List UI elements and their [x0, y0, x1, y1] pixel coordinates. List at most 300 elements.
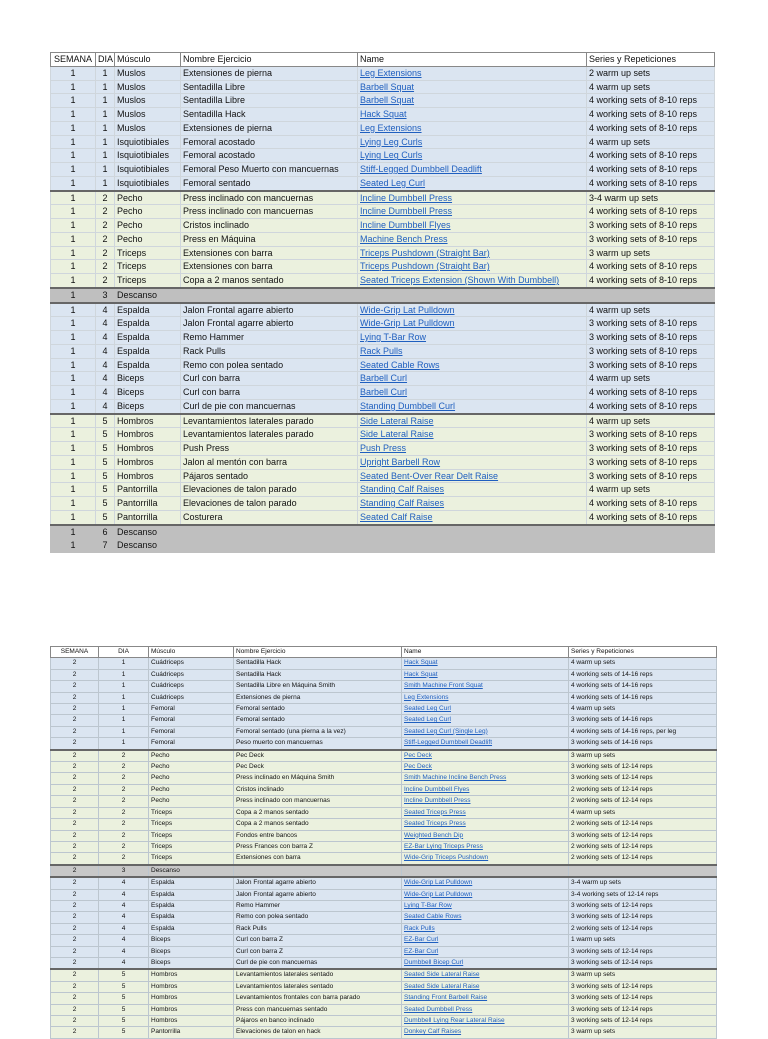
musculo-cell: Femoral	[149, 738, 234, 750]
table-row	[51, 1027, 717, 1038]
dia-cell: 1	[96, 135, 115, 149]
dia-cell: 4	[99, 957, 149, 969]
exercise-name-link[interactable]: Seated Leg Curl	[404, 705, 451, 713]
exercise-name-link[interactable]: Barbell Squat	[360, 81, 415, 92]
musculo-cell: Espalda	[115, 331, 181, 345]
series-cell: 4 working sets of 8-10 reps	[587, 94, 715, 108]
dia-cell: 1	[99, 715, 149, 726]
name-cell	[358, 205, 587, 219]
series-cell: 2 working sets of 12-14 reps	[569, 784, 717, 795]
name-cell	[402, 981, 569, 992]
header-semana: SEMANA	[51, 647, 99, 658]
series-cell: 4 working sets of 8-10 reps	[587, 399, 715, 413]
dia-cell: 5	[99, 969, 149, 981]
name-cell	[402, 935, 569, 946]
header-name: Name	[358, 53, 587, 67]
musculo-cell: Pecho	[149, 796, 234, 807]
dia-cell: 1	[99, 692, 149, 703]
exercise-name-link[interactable]: Triceps Pushdown (Straight Bar)	[360, 261, 490, 272]
table-row	[51, 525, 715, 539]
musculo-cell: Pantorrilla	[115, 483, 181, 497]
semana-cell: 1	[51, 386, 96, 400]
exercise-name-link[interactable]: Pec Deck	[404, 763, 432, 771]
nombre-ejercicio-cell: Femoral sentado (una pierna a la vez)	[234, 726, 402, 737]
exercise-name-link[interactable]: Hack Squat	[360, 109, 407, 119]
nombre-ejercicio-cell: Extensiones con barra	[181, 246, 358, 260]
table-row	[51, 738, 717, 750]
semana-cell: 1	[51, 525, 96, 539]
exercise-name-link[interactable]: Seated Side Lateral Raise	[404, 971, 480, 979]
exercise-name-link[interactable]: EZ-Bar Curl	[404, 936, 439, 944]
exercise-name-link[interactable]: Incline Dumbbell Press	[404, 797, 471, 805]
exercise-name-link[interactable]: Incline Dumbbell Press	[360, 206, 453, 217]
semana-cell: 2	[51, 853, 99, 865]
exercise-name-link[interactable]: Wide-Grip Triceps Pushdown	[404, 854, 489, 862]
series-cell: 3 working sets of 8-10 reps	[587, 344, 715, 358]
week-1-workout-table	[50, 52, 715, 553]
exercise-name-link[interactable]: Seated Dumbbell Press	[404, 1005, 473, 1013]
exercise-name-link[interactable]: Smith Machine Front Squat	[404, 682, 483, 690]
series-cell: 4 working sets of 14-16 reps	[569, 669, 717, 680]
semana-cell: 1	[51, 455, 96, 469]
exercise-name-link[interactable]: Seated Side Lateral Raise	[404, 982, 480, 990]
name-cell	[402, 923, 569, 934]
semana-cell: 1	[51, 191, 96, 205]
nombre-ejercicio-cell: Levantamientos frontales con barra parado	[234, 993, 402, 1004]
exercise-name-link[interactable]: Wide-Grip Lat Pulldown	[360, 304, 455, 315]
musculo-cell: Hombros	[115, 455, 181, 469]
exercise-name-link[interactable]: Smith Machine Incline Bench Press	[404, 774, 507, 782]
musculo-cell: Muslos	[115, 66, 181, 80]
series-cell: 4 warm up sets	[569, 807, 717, 818]
series-cell: 4 working sets of 8-10 reps	[587, 121, 715, 135]
semana-cell: 2	[51, 762, 99, 773]
semana-cell: 1	[51, 372, 96, 386]
name-cell	[358, 372, 587, 386]
exercise-name-link[interactable]: Leg Extensions	[404, 693, 449, 701]
series-cell: 4 warm up sets	[587, 303, 715, 317]
table-row	[51, 80, 715, 94]
musculo-cell: Triceps	[115, 246, 181, 260]
series-cell: 2 working sets of 12-14 reps	[569, 923, 717, 934]
series-cell: 4 warm up sets	[569, 658, 717, 669]
exercise-name-link[interactable]: Push Press	[360, 443, 407, 453]
table-row	[51, 750, 717, 762]
name-cell	[358, 469, 587, 483]
dia-cell: 5	[96, 510, 115, 524]
series-cell: 3 working sets of 8-10 reps	[587, 428, 715, 442]
semana-cell: 1	[51, 399, 96, 413]
semana-cell: 1	[51, 497, 96, 511]
exercise-name-link[interactable]: Seated Leg Curl (Single Leg)	[404, 727, 488, 735]
exercise-name-link[interactable]: Rack Pulls	[360, 345, 403, 356]
exercise-name-link[interactable]: Lying Leg Curls	[360, 150, 423, 161]
name-cell	[358, 455, 587, 469]
table-row	[51, 219, 715, 233]
name-cell	[358, 149, 587, 163]
exercise-name-link[interactable]: Lying T-Bar Row	[404, 901, 452, 909]
exercise-name-link[interactable]: Stiff-Legged Dumbbell Deadlift	[404, 739, 493, 747]
series-cell: 4 working sets of 8-10 reps	[587, 510, 715, 524]
semana-cell: 2	[51, 750, 99, 762]
exercise-name-link[interactable]: Standing Front Barbell Raise	[404, 994, 488, 1002]
exercise-name-link[interactable]: Seated Triceps Extension (Shown With Dumbbell)	[360, 275, 560, 285]
dia-cell: 1	[99, 738, 149, 750]
exercise-name-link[interactable]: Standing Calf Raises	[360, 498, 445, 508]
exercise-name-link[interactable]: Standing Calf Raises	[360, 484, 445, 495]
exercise-name-link[interactable]: Lying Leg Curls	[360, 136, 423, 147]
table-row	[51, 923, 717, 934]
series-cell: 3-4 working sets of 12-14 reps	[569, 889, 717, 900]
nombre-ejercicio-cell: Copa a 2 manos sentado	[234, 807, 402, 818]
semana-cell: 1	[51, 94, 96, 108]
header-musculo: Músculo	[115, 53, 181, 67]
series-cell: 3 working sets of 8-10 reps	[587, 469, 715, 483]
musculo-cell: Descanso	[115, 539, 181, 553]
nombre-ejercicio-cell: Pájaros sentado	[181, 469, 358, 483]
series-cell: 3 working sets of 8-10 reps	[587, 358, 715, 372]
nombre-ejercicio-cell: Femoral acostado	[181, 149, 358, 163]
exercise-name-link[interactable]: Seated Leg Curl	[360, 177, 426, 188]
series-cell: 3 working sets of 12-14 reps	[569, 957, 717, 969]
dia-cell: 5	[99, 993, 149, 1004]
musculo-cell: Muslos	[115, 121, 181, 135]
name-cell	[402, 819, 569, 830]
exercise-name-link[interactable]: Seated Cable Rows	[404, 913, 462, 921]
exercise-name-link[interactable]: Pec Deck	[404, 751, 432, 759]
exercise-name-link[interactable]: Hack Squat	[404, 670, 438, 678]
exercise-name-link[interactable]: Dumbbell Lying Rear Lateral Raise	[404, 1017, 505, 1024]
name-cell	[358, 497, 587, 511]
semana-cell: 1	[51, 358, 96, 372]
table-row	[51, 935, 717, 946]
nombre-ejercicio-cell: Sentadilla Hack	[181, 108, 358, 122]
dia-cell: 2	[99, 796, 149, 807]
semana-cell: 1	[51, 442, 96, 456]
series-cell: 3 working sets of 8-10 reps	[587, 442, 715, 456]
dia-cell: 4	[99, 923, 149, 934]
musculo-cell: Pecho	[115, 219, 181, 233]
dia-cell: 4	[96, 372, 115, 386]
exercise-name-link[interactable]: Hack Squat	[404, 659, 438, 667]
dia-cell: 5	[96, 469, 115, 483]
exercise-name-link[interactable]: Seated Calf Raise	[360, 511, 433, 522]
name-cell	[402, 773, 569, 784]
semana-cell: 2	[51, 923, 99, 934]
nombre-ejercicio-cell: Levantamientos laterales parado	[181, 414, 358, 428]
musculo-cell: Espalda	[115, 303, 181, 317]
semana-cell: 2	[51, 865, 99, 877]
semana-cell: 1	[51, 66, 96, 80]
table-row	[51, 497, 715, 511]
name-cell	[402, 784, 569, 795]
table-row	[51, 94, 715, 108]
musculo-cell: Pecho	[115, 205, 181, 219]
exercise-name-link[interactable]: Side Lateral Raise	[360, 429, 434, 440]
table-row	[51, 386, 715, 400]
musculo-cell: Espalda	[149, 877, 234, 889]
table-row	[51, 819, 717, 830]
table-row	[51, 877, 717, 889]
exercise-name-link[interactable]: Lying T-Bar Row	[360, 332, 427, 342]
header-nombre-ejercicio: Nombre Ejercicio	[181, 53, 358, 67]
nombre-ejercicio-cell	[181, 288, 358, 303]
semana-cell: 1	[51, 428, 96, 442]
exercise-name-link[interactable]: Seated Triceps Press	[404, 808, 466, 816]
exercise-name-link[interactable]: Seated Leg Curl	[404, 716, 451, 724]
semana-cell: 2	[51, 981, 99, 992]
table-row	[51, 317, 715, 331]
nombre-ejercicio-cell: Extensiones con barra	[181, 260, 358, 274]
exercise-name-link[interactable]: Seated Cable Rows	[360, 359, 440, 370]
exercise-name-link[interactable]: Barbell Squat	[360, 95, 415, 106]
semana-cell: 1	[51, 219, 96, 233]
nombre-ejercicio-cell: Extensiones de pierna	[181, 66, 358, 80]
musculo-cell: Pecho	[149, 750, 234, 762]
semana-cell: 2	[51, 796, 99, 807]
series-cell: 4 working sets of 8-10 reps	[587, 176, 715, 190]
name-cell	[402, 669, 569, 680]
dia-cell: 2	[99, 830, 149, 841]
musculo-cell: Femoral	[149, 704, 234, 715]
name-cell	[402, 1027, 569, 1038]
exercise-name-link[interactable]: Incline Dumbbell Flyes	[404, 785, 470, 793]
musculo-cell: Hombros	[149, 1016, 234, 1027]
nombre-ejercicio-cell	[181, 539, 358, 553]
series-cell: 3 working sets of 8-10 reps	[587, 455, 715, 469]
nombre-ejercicio-cell: Levantamientos laterales parado	[181, 428, 358, 442]
nombre-ejercicio-cell: Cristos inclinado	[181, 219, 358, 233]
name-cell	[358, 163, 587, 177]
musculo-cell: Hombros	[149, 981, 234, 992]
musculo-cell: Pantorrilla	[115, 510, 181, 524]
name-cell	[402, 993, 569, 1004]
name-cell	[358, 135, 587, 149]
table-row	[51, 773, 717, 784]
exercise-name-link[interactable]: Rack Pulls	[404, 924, 435, 932]
semana-cell: 2	[51, 726, 99, 737]
dia-cell: 1	[99, 726, 149, 737]
nombre-ejercicio-cell: Levantamientos laterales sentado	[234, 969, 402, 981]
table-row	[51, 205, 715, 219]
exercise-name-link[interactable]: Donkey Calf Raises	[404, 1028, 462, 1036]
musculo-cell: Triceps	[149, 853, 234, 865]
nombre-ejercicio-cell: Femoral acostado	[181, 135, 358, 149]
semana-cell: 1	[51, 483, 96, 497]
exercise-name-link[interactable]: Upright Barbell Row	[360, 456, 441, 467]
musculo-cell: Espalda	[149, 923, 234, 934]
musculo-cell: Descanso	[149, 865, 234, 877]
semana-cell: 2	[51, 1027, 99, 1038]
dia-cell: 7	[96, 539, 115, 553]
dia-cell: 5	[99, 981, 149, 992]
table-row	[51, 830, 717, 841]
name-cell	[402, 692, 569, 703]
table-row	[51, 232, 715, 246]
exercise-name-link[interactable]: Machine Bench Press	[360, 233, 448, 244]
name-cell	[358, 303, 587, 317]
nombre-ejercicio-cell: Cristos inclinado	[234, 784, 402, 795]
dia-cell: 2	[99, 784, 149, 795]
exercise-name-link[interactable]: Weighted Bench Dip	[404, 831, 464, 839]
table-row	[51, 428, 715, 442]
table-row	[51, 957, 717, 969]
series-cell: 3 working sets of 12-14 reps	[569, 830, 717, 841]
exercise-name-link[interactable]: EZ-Bar Lying Triceps Press	[404, 842, 483, 850]
musculo-cell: Triceps	[149, 807, 234, 818]
semana-cell: 2	[51, 935, 99, 946]
nombre-ejercicio-cell: Jalon al mentón con barra	[181, 455, 358, 469]
series-cell: 2 working sets of 12-14 reps	[569, 796, 717, 807]
series-cell: 3 warm up sets	[569, 750, 717, 762]
exercise-name-link[interactable]: Barbell Curl	[360, 387, 408, 397]
exercise-name-link[interactable]: EZ-Bar Curl	[404, 947, 439, 955]
semana-cell: 2	[51, 738, 99, 750]
dia-cell: 1	[96, 94, 115, 108]
series-cell: 3-4 warm up sets	[569, 877, 717, 889]
name-cell	[402, 726, 569, 737]
dia-cell: 2	[99, 762, 149, 773]
series-cell: 3 working sets of 12-14 reps	[569, 981, 717, 992]
nombre-ejercicio-cell: Rack Pulls	[181, 344, 358, 358]
name-cell	[358, 510, 587, 524]
musculo-cell: Muslos	[115, 94, 181, 108]
musculo-cell: Espalda	[115, 344, 181, 358]
table-header-row	[51, 53, 715, 67]
table-row	[51, 865, 717, 877]
table-row	[51, 841, 717, 852]
nombre-ejercicio-cell: Elevaciones de talon en hack	[234, 1027, 402, 1038]
dia-cell: 4	[99, 946, 149, 957]
table-row	[51, 260, 715, 274]
series-cell: 2 working sets of 12-14 reps	[569, 853, 717, 865]
dia-cell: 4	[99, 912, 149, 923]
nombre-ejercicio-cell: Femoral sentado	[181, 176, 358, 190]
dia-cell: 3	[99, 865, 149, 877]
name-cell	[358, 121, 587, 135]
exercise-name-link[interactable]: Wide-Grip Lat Pulldown	[360, 318, 455, 329]
table-row	[51, 681, 717, 692]
nombre-ejercicio-cell: Sentadilla Libre	[181, 94, 358, 108]
series-cell: 2 working sets of 12-14 reps	[569, 819, 717, 830]
series-cell: 4 warm up sets	[587, 80, 715, 94]
nombre-ejercicio-cell: Curl con barra Z	[234, 946, 402, 957]
dia-cell: 4	[96, 399, 115, 413]
nombre-ejercicio-cell: Press inclinado en Máquina Smith	[234, 773, 402, 784]
semana-cell: 2	[51, 830, 99, 841]
name-cell	[358, 246, 587, 260]
series-cell: 4 working sets of 8-10 reps	[587, 386, 715, 400]
name-cell	[402, 946, 569, 957]
exercise-name-link[interactable]: Wide-Grip Lat Pulldown	[404, 890, 473, 898]
semana-cell: 2	[51, 681, 99, 692]
musculo-cell: Espalda	[149, 900, 234, 911]
table-row	[51, 669, 717, 680]
musculo-cell: Cuádriceps	[149, 658, 234, 669]
series-cell: 4 working sets of 8-10 reps	[587, 260, 715, 274]
exercise-name-link[interactable]: Dumbbell Bicep Curl	[404, 958, 464, 966]
table-row	[51, 135, 715, 149]
nombre-ejercicio-cell: Extensiones con barra	[234, 853, 402, 865]
dia-cell: 4	[96, 386, 115, 400]
exercise-name-link[interactable]: Triceps Pushdown (Straight Bar)	[360, 247, 490, 258]
semana-cell: 2	[51, 704, 99, 715]
series-cell: 4 warm up sets	[587, 483, 715, 497]
table-row	[51, 993, 717, 1004]
series-cell: 1 warm up sets	[569, 935, 717, 946]
musculo-cell: Espalda	[149, 889, 234, 900]
dia-cell: 1	[96, 108, 115, 122]
nombre-ejercicio-cell: Remo Hammer	[234, 900, 402, 911]
header-dia: DIA	[96, 53, 115, 67]
header-name: Name	[402, 647, 569, 658]
semana-cell: 1	[51, 539, 96, 553]
table-header-row	[51, 647, 717, 658]
exercise-name-link[interactable]: Stiff-Legged Dumbbell Deadlift	[360, 164, 482, 174]
musculo-cell: Isquiotibiales	[115, 163, 181, 177]
table-row	[51, 414, 715, 428]
nombre-ejercicio-cell: Pec Deck	[234, 762, 402, 773]
musculo-cell: Femoral	[149, 726, 234, 737]
table-row	[51, 1004, 717, 1015]
nombre-ejercicio-cell: Sentadilla Hack	[234, 658, 402, 669]
exercise-name-link[interactable]: Seated Bent-Over Rear Delt Raise	[360, 470, 499, 481]
table-row	[51, 274, 715, 288]
exercise-name-link[interactable]: Seated Triceps Press	[404, 820, 466, 828]
semana-cell: 1	[51, 232, 96, 246]
exercise-name-link[interactable]: Barbell Curl	[360, 373, 408, 384]
dia-cell: 1	[96, 149, 115, 163]
series-cell: 3 working sets of 8-10 reps	[587, 219, 715, 233]
semana-cell: 2	[51, 658, 99, 669]
exercise-name-link[interactable]: Incline Dumbbell Flyes	[360, 220, 451, 230]
name-cell	[358, 66, 587, 80]
exercise-name-link[interactable]: Standing Dumbbell Curl	[360, 400, 456, 411]
musculo-cell: Cuádriceps	[149, 692, 234, 703]
name-cell	[402, 1016, 569, 1027]
nombre-ejercicio-cell: Jalon Frontal agarre abierto	[181, 303, 358, 317]
exercise-name-link[interactable]: Leg Extensions	[360, 122, 422, 133]
semana-cell: 2	[51, 773, 99, 784]
nombre-ejercicio-cell: Femoral sentado	[234, 704, 402, 715]
musculo-cell: Hombros	[149, 969, 234, 981]
semana-cell: 1	[51, 331, 96, 345]
exercise-name-link[interactable]: Leg Extensions	[360, 67, 422, 78]
musculo-cell: Isquiotibiales	[115, 135, 181, 149]
nombre-ejercicio-cell: Elevaciones de talon parado	[181, 497, 358, 511]
series-cell: 4 working sets of 8-10 reps	[587, 149, 715, 163]
series-cell: 4 working sets of 8-10 reps	[587, 108, 715, 122]
series-cell: 3 working sets of 14-16 reps	[569, 738, 717, 750]
table-row	[51, 912, 717, 923]
exercise-name-link[interactable]: Wide-Grip Lat Pulldown	[404, 879, 473, 887]
table-row	[51, 889, 717, 900]
name-cell	[358, 94, 587, 108]
name-cell	[358, 442, 587, 456]
header-semana: SEMANA	[51, 53, 96, 67]
exercise-name-link[interactable]: Side Lateral Raise	[360, 415, 434, 426]
exercise-name-link[interactable]: Incline Dumbbell Press	[360, 192, 453, 203]
nombre-ejercicio-cell: Jalon Frontal agarre abierto	[234, 877, 402, 889]
name-cell	[402, 969, 569, 981]
semana-cell: 2	[51, 819, 99, 830]
name-cell	[358, 358, 587, 372]
name-cell	[402, 841, 569, 852]
table-row	[51, 981, 717, 992]
nombre-ejercicio-cell: Sentadilla Hack	[234, 669, 402, 680]
series-cell: 4 working sets of 14-16 reps, per leg	[569, 726, 717, 737]
musculo-cell: Pecho	[115, 191, 181, 205]
